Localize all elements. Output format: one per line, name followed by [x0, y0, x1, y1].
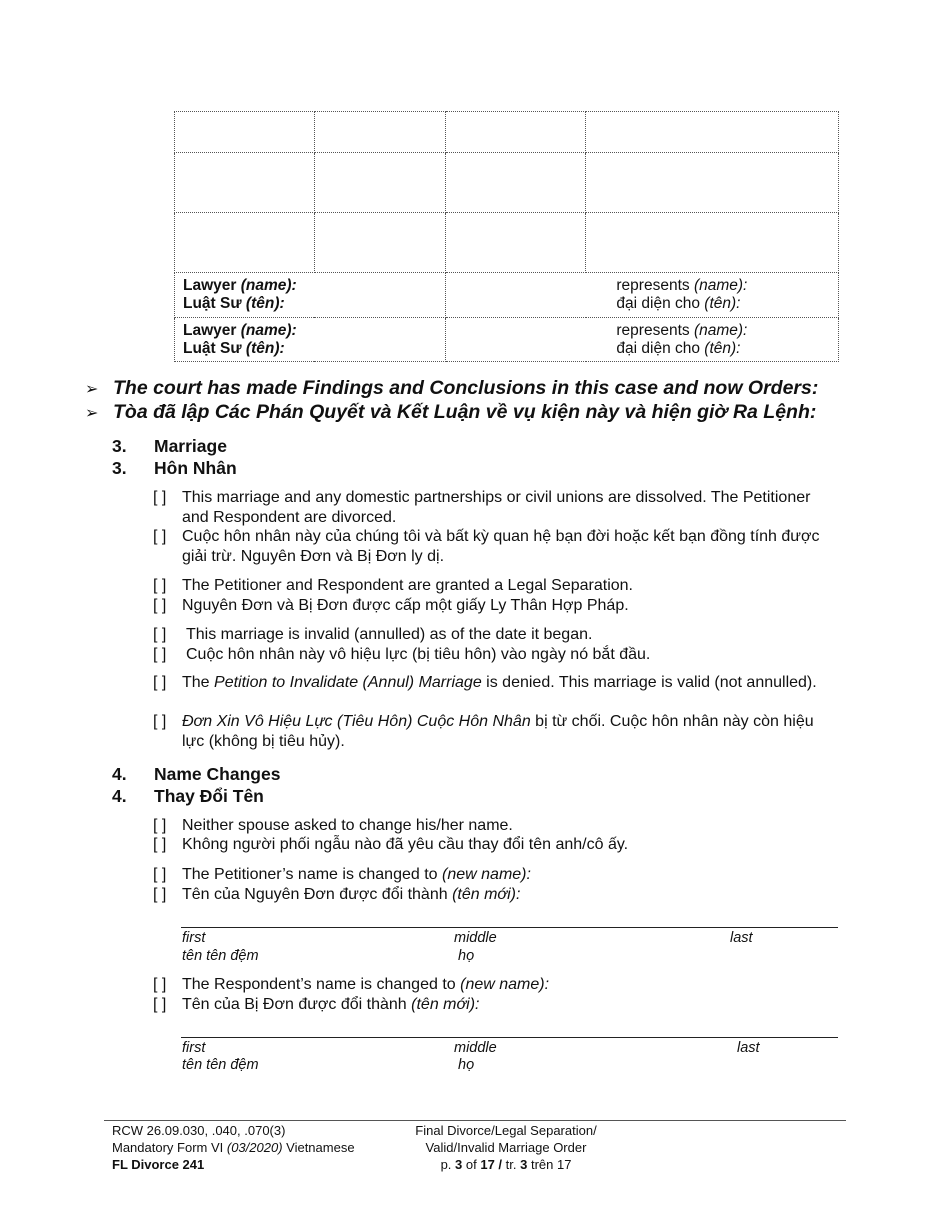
- checkbox[interactable]: [ ]: [153, 489, 167, 506]
- section-title-vi: Hôn Nhân: [154, 458, 237, 478]
- table-cell: [586, 153, 839, 213]
- option-petitioner-name: [153, 865, 833, 885]
- page-prefix-vi: tr.: [505, 1157, 521, 1172]
- footer-title-2: Valid/Invalid Marriage Order: [425, 1140, 587, 1155]
- middle-label: middle: [454, 1040, 497, 1056]
- petitioner-name-line[interactable]: [181, 927, 838, 928]
- represents-label: represents: [616, 277, 694, 294]
- lawyer-label-vi-italic: (tên):: [245, 295, 285, 312]
- option-petitioner-name-vi: [153, 885, 833, 905]
- checkbox[interactable]: [ ]: [153, 597, 167, 614]
- orders-banner-en: [85, 377, 818, 400]
- checkbox[interactable]: [ ]: [153, 866, 167, 883]
- arrow-bullet-icon: ➢: [85, 381, 99, 398]
- section-number: 3.: [112, 436, 127, 456]
- orders-banner-vi: [85, 401, 816, 424]
- checkbox[interactable]: [ ]: [153, 528, 167, 545]
- page-total-vi: trên 17: [527, 1157, 572, 1172]
- option-text: [182, 865, 833, 885]
- represents-label-vi: đại diện cho: [616, 340, 705, 357]
- option-text: Không người phối ngẫu nào đã yêu cầu thay đổi tên anh/cô ấy.: [182, 836, 629, 853]
- option-text: Neither spouse asked to change his/her name.: [182, 817, 513, 834]
- petition-title: Petition to Invalidate (Annul) Marriage: [214, 674, 482, 691]
- table-cell: [586, 213, 839, 273]
- new-name-label: (new name):: [460, 976, 550, 993]
- page-sep: /: [494, 1157, 506, 1172]
- option-no-name-change: [153, 816, 833, 836]
- first-label: first: [182, 1040, 206, 1056]
- lawyer-label-vi-italic: (tên):: [245, 340, 285, 357]
- section-3-heading-vi: [112, 458, 237, 479]
- footer-left: [112, 1122, 355, 1173]
- first-label-vi: tên tên đệm: [182, 1057, 259, 1073]
- option-text-pre: The: [182, 674, 215, 691]
- option-text: [182, 712, 833, 752]
- orders-banner-text: The court has made Findings and Conclusions in this case and now Orders:: [113, 377, 819, 399]
- lawyer-label-vi: Luật Sư: [183, 295, 246, 312]
- first-label: first: [182, 930, 206, 946]
- option-text: [182, 885, 833, 905]
- page-current: 3: [455, 1157, 463, 1172]
- section-title-vi: Thay Đổi Tên: [154, 786, 264, 806]
- last-label: last: [730, 930, 753, 946]
- lawyer-label: Lawyer: [183, 277, 241, 294]
- lawyer-label-italic: (name):: [240, 277, 297, 294]
- checkbox[interactable]: [ ]: [153, 836, 167, 853]
- checkbox[interactable]: [ ]: [153, 817, 167, 834]
- footer-form-lang: Vietnamese: [282, 1140, 355, 1155]
- checkbox[interactable]: [ ]: [153, 713, 167, 730]
- option-petition-denied: [153, 673, 833, 693]
- option-respondent-name: [153, 975, 833, 995]
- option-petition-denied-vi: [153, 712, 833, 752]
- option-legal-separation: [153, 576, 833, 596]
- option-text-pre: Tên của Nguyên Đơn được đổi thành: [182, 886, 453, 903]
- footer-center: [380, 1122, 632, 1173]
- last-label-vi: họ: [458, 1057, 475, 1073]
- lawyer-row: [175, 273, 839, 318]
- option-invalid-vi: [153, 645, 833, 665]
- checkbox[interactable]: [ ]: [153, 886, 167, 903]
- lawyer-row: [175, 318, 839, 362]
- represents-label-vi: đại diện cho: [616, 295, 705, 312]
- option-text: The Petitioner and Respondent are granted a Legal Separation.: [182, 577, 633, 594]
- option-text: Cuộc hôn nhân này của chúng tôi và bất kỳ quan hệ bạn đời hoặc kết bạn đồng tính được giải trừ. Nguyên Đơn và Bị Đơn ly dị.: [182, 528, 820, 565]
- middle-label: middle: [454, 930, 497, 946]
- option-text-pre: Tên của Bị Đơn được đổi thành: [182, 996, 412, 1013]
- last-label-vi: họ: [458, 948, 475, 964]
- table-cell: [175, 153, 315, 213]
- checkbox[interactable]: [ ]: [153, 646, 167, 663]
- orders-banner-text-vi: Tòa đã lập Các Phán Quyết và Kết Luận về vụ kiện này và hiện giờ Ra Lệnh:: [113, 401, 817, 423]
- option-respondent-name-vi: [153, 995, 833, 1015]
- checkbox[interactable]: [ ]: [153, 626, 167, 643]
- option-text-pre: The Petitioner’s name is changed to: [182, 866, 443, 883]
- footer-form: [112, 1139, 355, 1156]
- option-text: Nguyên Đơn và Bị Đơn được cấp một giấy Ly Thân Hợp Pháp.: [182, 597, 629, 614]
- new-name-label: (new name):: [442, 866, 531, 883]
- footer-form-id: FL Divorce 241: [112, 1157, 205, 1172]
- respondent-name-line[interactable]: [181, 1037, 838, 1038]
- option-text-post: is denied. This marriage is valid (not annulled).: [481, 674, 817, 691]
- table-cell: [314, 213, 446, 273]
- option-text: [182, 995, 833, 1015]
- table-cell: [586, 112, 839, 153]
- checkbox[interactable]: [ ]: [153, 577, 167, 594]
- lawyer-label: Lawyer: [183, 322, 241, 339]
- table-cell: [314, 112, 446, 153]
- page-of: of: [462, 1157, 481, 1172]
- section-number: 4.: [112, 786, 127, 806]
- option-text: This marriage and any domestic partnerships or civil unions are dissolved. The Petitioner and Respondent are divorced.: [182, 489, 811, 526]
- section-number: 4.: [112, 764, 127, 784]
- lawyer-label-vi: Luật Sư: [183, 340, 246, 357]
- page-total: 17: [480, 1157, 495, 1172]
- footer-form-text: Mandatory Form VI: [112, 1140, 227, 1155]
- footer-rcw: RCW 26.09.030, .040, .070(3): [112, 1123, 286, 1138]
- represents-vi-italic: (tên):: [704, 295, 741, 312]
- option-invalid: [153, 625, 833, 645]
- new-name-label-vi: (tên mới):: [411, 996, 480, 1013]
- represents-italic: (name):: [693, 277, 748, 294]
- option-text-pre: The Respondent’s name is changed to: [182, 976, 461, 993]
- table-cell: [446, 213, 586, 273]
- last-label: last: [737, 1040, 760, 1056]
- table-cell: [446, 153, 586, 213]
- option-dissolved: [153, 488, 833, 528]
- option-text-post: bị từ chối. Cuộc hôn nhân này còn hiệu lực (không bị tiêu hủy).: [182, 713, 814, 750]
- table-cell: [446, 112, 586, 153]
- represents-italic: (name):: [693, 322, 748, 339]
- page-current-vi: 3: [520, 1157, 528, 1172]
- table-cell: [314, 153, 446, 213]
- petition-title-vi: Đơn Xin Vô Hiệu Lực (Tiêu Hôn) Cuộc Hôn Nhân: [182, 713, 531, 730]
- section-4-heading: [112, 764, 280, 785]
- option-legal-separation-vi: [153, 596, 833, 616]
- checkbox[interactable]: [ ]: [153, 674, 167, 691]
- section-4-heading-vi: [112, 786, 264, 807]
- option-no-name-change-vi: [153, 835, 833, 855]
- checkbox[interactable]: [ ]: [153, 976, 167, 993]
- footer-title-1: Final Divorce/Legal Separation/: [415, 1123, 597, 1138]
- section-3-heading: [112, 436, 227, 457]
- option-text: Cuộc hôn nhân này vô hiệu lực (bị tiêu hôn) vào ngày nó bắt đầu.: [186, 646, 651, 663]
- represents-vi-italic: (tên):: [704, 340, 741, 357]
- page-prefix: p.: [440, 1157, 456, 1172]
- represents-label: represents: [616, 322, 694, 339]
- option-text: This marriage is invalid (annulled) as of the date it began.: [186, 626, 593, 643]
- option-dissolved-vi: [153, 527, 833, 567]
- section-number: 3.: [112, 458, 127, 478]
- checkbox[interactable]: [ ]: [153, 996, 167, 1013]
- table-cell: [175, 213, 315, 273]
- new-name-label-vi: (tên mới):: [452, 886, 521, 903]
- section-title: Marriage: [154, 436, 227, 456]
- table-cell: [175, 112, 315, 153]
- option-text: [182, 975, 833, 995]
- footer-form-date: (03/2020): [226, 1140, 283, 1155]
- page-number: [380, 1156, 632, 1173]
- lawyer-label-italic: (name):: [240, 322, 297, 339]
- option-text: [182, 673, 833, 693]
- footer-divider: [104, 1120, 846, 1121]
- parties-table: [174, 111, 839, 361]
- section-title: Name Changes: [154, 764, 281, 784]
- first-label-vi: tên tên đệm: [182, 948, 259, 964]
- arrow-bullet-icon: ➢: [85, 405, 99, 422]
